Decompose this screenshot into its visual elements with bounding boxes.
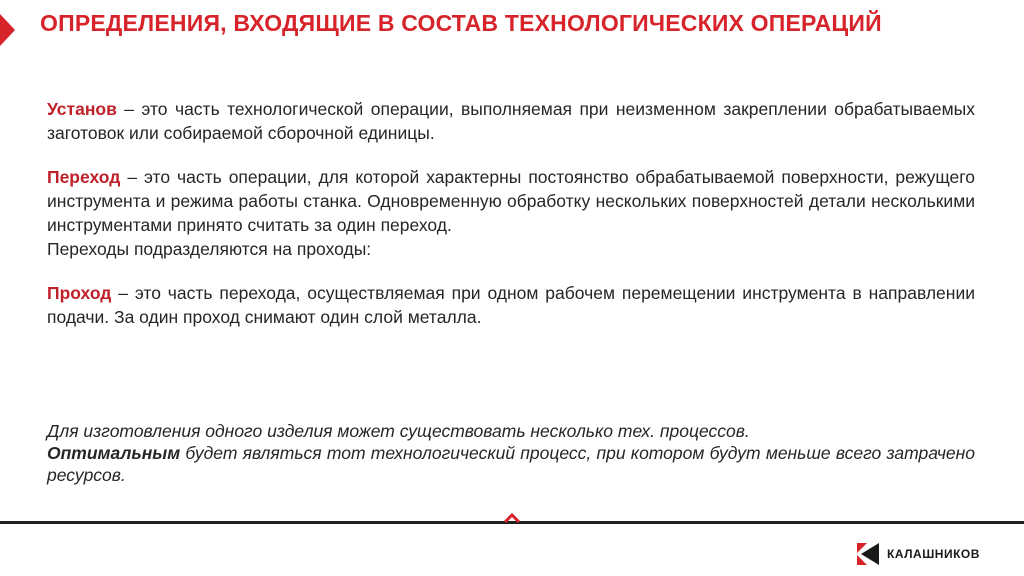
page-title: ОПРЕДЕЛЕНИЯ, ВХОДЯЩИЕ В СОСТАВ ТЕХНОЛОГИЧЕСКИХ ОПЕРАЦИЙ [40, 10, 882, 36]
definitions-block [47, 97, 975, 329]
term-prohod: Проход [47, 283, 112, 303]
summary-text-1: Для изготовления одного изделия может существовать несколько тех. процессов. [47, 421, 750, 441]
definition-perehod [47, 165, 975, 237]
brand-name: КАЛАШНИКОВ [887, 547, 980, 561]
definition-perehod-text: – это часть операции, для которой характерны постоянство обрабатываемой поверхности, режущего инструмента и режима работы станка. Одновременную обработку нескольких поверхностей детали несколькими инструментами принято считать за один переход. [47, 167, 975, 235]
term-ustanov: Установ [47, 99, 117, 119]
definition-prohod-text: – это часть перехода, осуществляемая при одном рабочем перемещении инструмента в направлении подачи. За один проход снимают один слой металла. [47, 283, 975, 327]
summary-paragraph [47, 420, 975, 486]
definition-ustanov [47, 97, 975, 145]
chevron-up-icon [503, 513, 521, 523]
kalashnikov-logo-icon [857, 543, 879, 565]
brand-logo-block [857, 543, 980, 565]
summary-bold-term: Оптимальным [47, 443, 181, 463]
term-perehod: Переход [47, 167, 121, 187]
summary-text-2: будет являться тот технологический процесс, при котором будут меньше всего затрачено ресурсов. [47, 443, 975, 485]
corner-accent-mark [0, 14, 15, 46]
perehod-note: Переходы подразделяются на проходы: [47, 239, 372, 259]
definition-prohod [47, 281, 975, 329]
definition-ustanov-text: – это часть технологической операции, выполняемая при неизменном закреплении обрабатываемых заготовок или собираемой сборочной единицы. [47, 99, 975, 143]
